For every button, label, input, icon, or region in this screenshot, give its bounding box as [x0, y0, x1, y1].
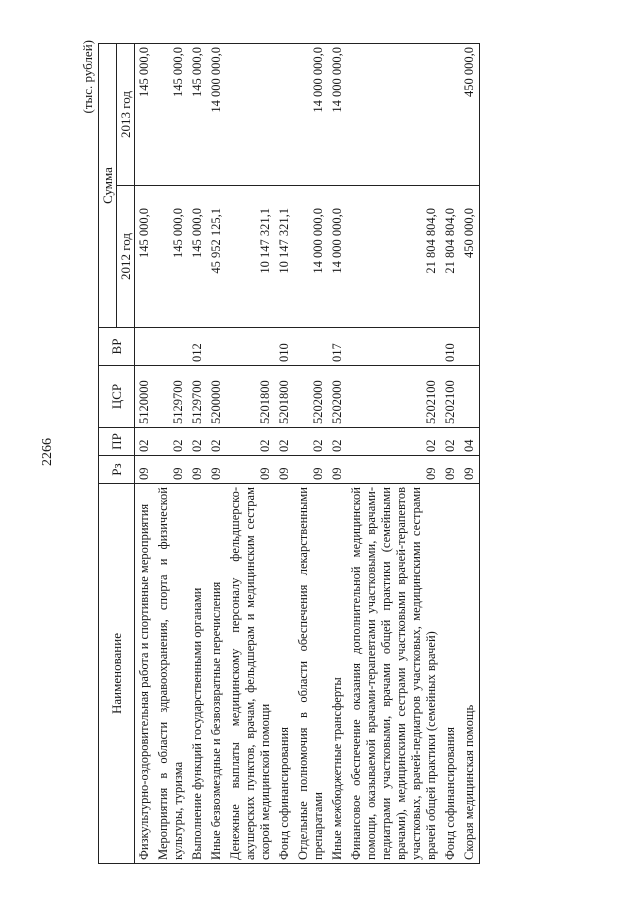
- cell-pr: 02: [294, 428, 328, 456]
- cell-name: Фонд софинансирования: [275, 484, 294, 864]
- cell-vr: [226, 328, 275, 366]
- table-row: [154, 44, 188, 864]
- cell-pr: 02: [154, 428, 188, 456]
- cell-2012: 21 804 804,0: [347, 186, 441, 328]
- cell-csr: 5120000: [135, 366, 155, 428]
- cell-vr: [154, 328, 188, 366]
- cell-2012: 14 000 000,0: [294, 186, 328, 328]
- cell-pr: 02: [207, 428, 226, 456]
- cell-csr: 5129700: [188, 366, 207, 428]
- table-row: [207, 44, 226, 864]
- cell-2013: 450 000,0: [460, 44, 480, 186]
- cell-2012: 14 000 000,0: [328, 186, 347, 328]
- cell-name: Отдельные полномочия в области обеспечения лекарственными препаратами: [294, 484, 328, 864]
- cell-csr: [460, 366, 480, 428]
- cell-vr: 010: [441, 328, 460, 366]
- cell-2012: 10 147 321,1: [275, 186, 294, 328]
- cell-vr: [207, 328, 226, 366]
- cell-rz: 09: [188, 456, 207, 484]
- cell-2012: 145 000,0: [188, 186, 207, 328]
- cell-name: Иные межбюджетные трансферты: [328, 484, 347, 864]
- cell-csr: 5202000: [294, 366, 328, 428]
- cell-name: Денежные выплаты медицинскому персоналу фельдшерско-акушерских пунктов, врачам, фельдшерам и медицинским сестрам скорой медицинской помощи: [226, 484, 275, 864]
- cell-rz: 09: [460, 456, 480, 484]
- cell-rz: 09: [441, 456, 460, 484]
- table-row: [294, 44, 328, 864]
- cell-name: Иные безвозмездные и безвозвратные перечисления: [207, 484, 226, 864]
- cell-2013: 145 000,0: [154, 44, 188, 186]
- header-sum: Сумма: [99, 44, 117, 328]
- cell-csr: 5201800: [226, 366, 275, 428]
- cell-rz: 09: [275, 456, 294, 484]
- cell-rz: 09: [294, 456, 328, 484]
- cell-2012: 145 000,0: [135, 186, 155, 328]
- table-row: [347, 44, 441, 864]
- cell-pr: 02: [328, 428, 347, 456]
- cell-vr: 012: [188, 328, 207, 366]
- header-rz: Рз: [99, 456, 135, 484]
- table-row: [328, 44, 347, 864]
- table-row: [275, 44, 294, 864]
- cell-rz: 09: [154, 456, 188, 484]
- cell-2012: 145 000,0: [154, 186, 188, 328]
- cell-rz: 09: [135, 456, 155, 484]
- cell-csr: 5129700: [154, 366, 188, 428]
- header-row: [99, 44, 117, 864]
- cell-2012: 45 952 125,1: [207, 186, 226, 328]
- cell-pr: 02: [135, 428, 155, 456]
- cell-2013: [226, 44, 275, 186]
- cell-name: Скорая медицинская помощь: [460, 484, 480, 864]
- cell-name: Выполнение функций государственными органами: [188, 484, 207, 864]
- cell-name: Фонд софинансирования: [441, 484, 460, 864]
- cell-pr: 02: [275, 428, 294, 456]
- cell-pr: 02: [441, 428, 460, 456]
- cell-csr: 5202100: [347, 366, 441, 428]
- cell-vr: 010: [275, 328, 294, 366]
- cell-rz: 09: [226, 456, 275, 484]
- cell-2013: 14 000 000,0: [294, 44, 328, 186]
- cell-csr: 5202000: [328, 366, 347, 428]
- cell-pr: 02: [347, 428, 441, 456]
- cell-2013: 14 000 000,0: [328, 44, 347, 186]
- cell-rz: 09: [347, 456, 441, 484]
- table-row: [135, 44, 155, 864]
- page-number: 2266: [40, 438, 55, 466]
- cell-2013: 14 000 000,0: [207, 44, 226, 186]
- rotated-document-page: [30, 2, 610, 902]
- cell-rz: 09: [207, 456, 226, 484]
- header-name: Наименование: [99, 484, 135, 864]
- cell-2012: 450 000,0: [460, 186, 480, 328]
- cell-2013: [347, 44, 441, 186]
- cell-vr: [460, 328, 480, 366]
- cell-2012: 21 804 804,0: [441, 186, 460, 328]
- header-vr: ВР: [99, 328, 135, 366]
- table-row: [188, 44, 207, 864]
- cell-2013: [275, 44, 294, 186]
- header-year-2012: 2012 год: [117, 186, 135, 328]
- cell-csr: 5202100: [441, 366, 460, 428]
- cell-pr: 02: [226, 428, 275, 456]
- unit-label: (тыс. рублей): [80, 40, 95, 114]
- table-row: [226, 44, 275, 864]
- cell-name: Финансовое обеспечение оказания дополнительной медицинской помощи, оказываемой врачами-терапевтами участковыми, врачами-педиатрами участковыми, врачами общей практики (семейными врачами), медицинскими сестрами участковыми врачей-терапевтов участковых, врачей-педиатров участковых, медицинскими сестрами врачей общей практики (семейных врачей): [347, 484, 441, 864]
- header-csr: ЦСР: [99, 366, 135, 428]
- cell-2013: 145 000,0: [135, 44, 155, 186]
- cell-rz: 09: [328, 456, 347, 484]
- cell-vr: [294, 328, 328, 366]
- cell-pr: 02: [188, 428, 207, 456]
- table-row: [460, 44, 480, 864]
- header-pr: ПР: [99, 428, 135, 456]
- cell-2012: 10 147 321,1: [226, 186, 275, 328]
- cell-csr: 5201800: [275, 366, 294, 428]
- cell-vr: 017: [328, 328, 347, 366]
- cell-vr: [135, 328, 155, 366]
- budget-table: [98, 43, 480, 864]
- table-row: [441, 44, 460, 864]
- cell-vr: [347, 328, 441, 366]
- cell-2013: 145 000,0: [188, 44, 207, 186]
- header-year-2013: 2013 год: [117, 44, 135, 186]
- cell-csr: 5200000: [207, 366, 226, 428]
- cell-name: Мероприятия в области здравоохранения, спорта и физической культуры, туризма: [154, 484, 188, 864]
- cell-2013: [441, 44, 460, 186]
- cell-pr: 04: [460, 428, 480, 456]
- cell-name: Физкультурно-оздоровительная работа и спортивные мероприятия: [135, 484, 155, 864]
